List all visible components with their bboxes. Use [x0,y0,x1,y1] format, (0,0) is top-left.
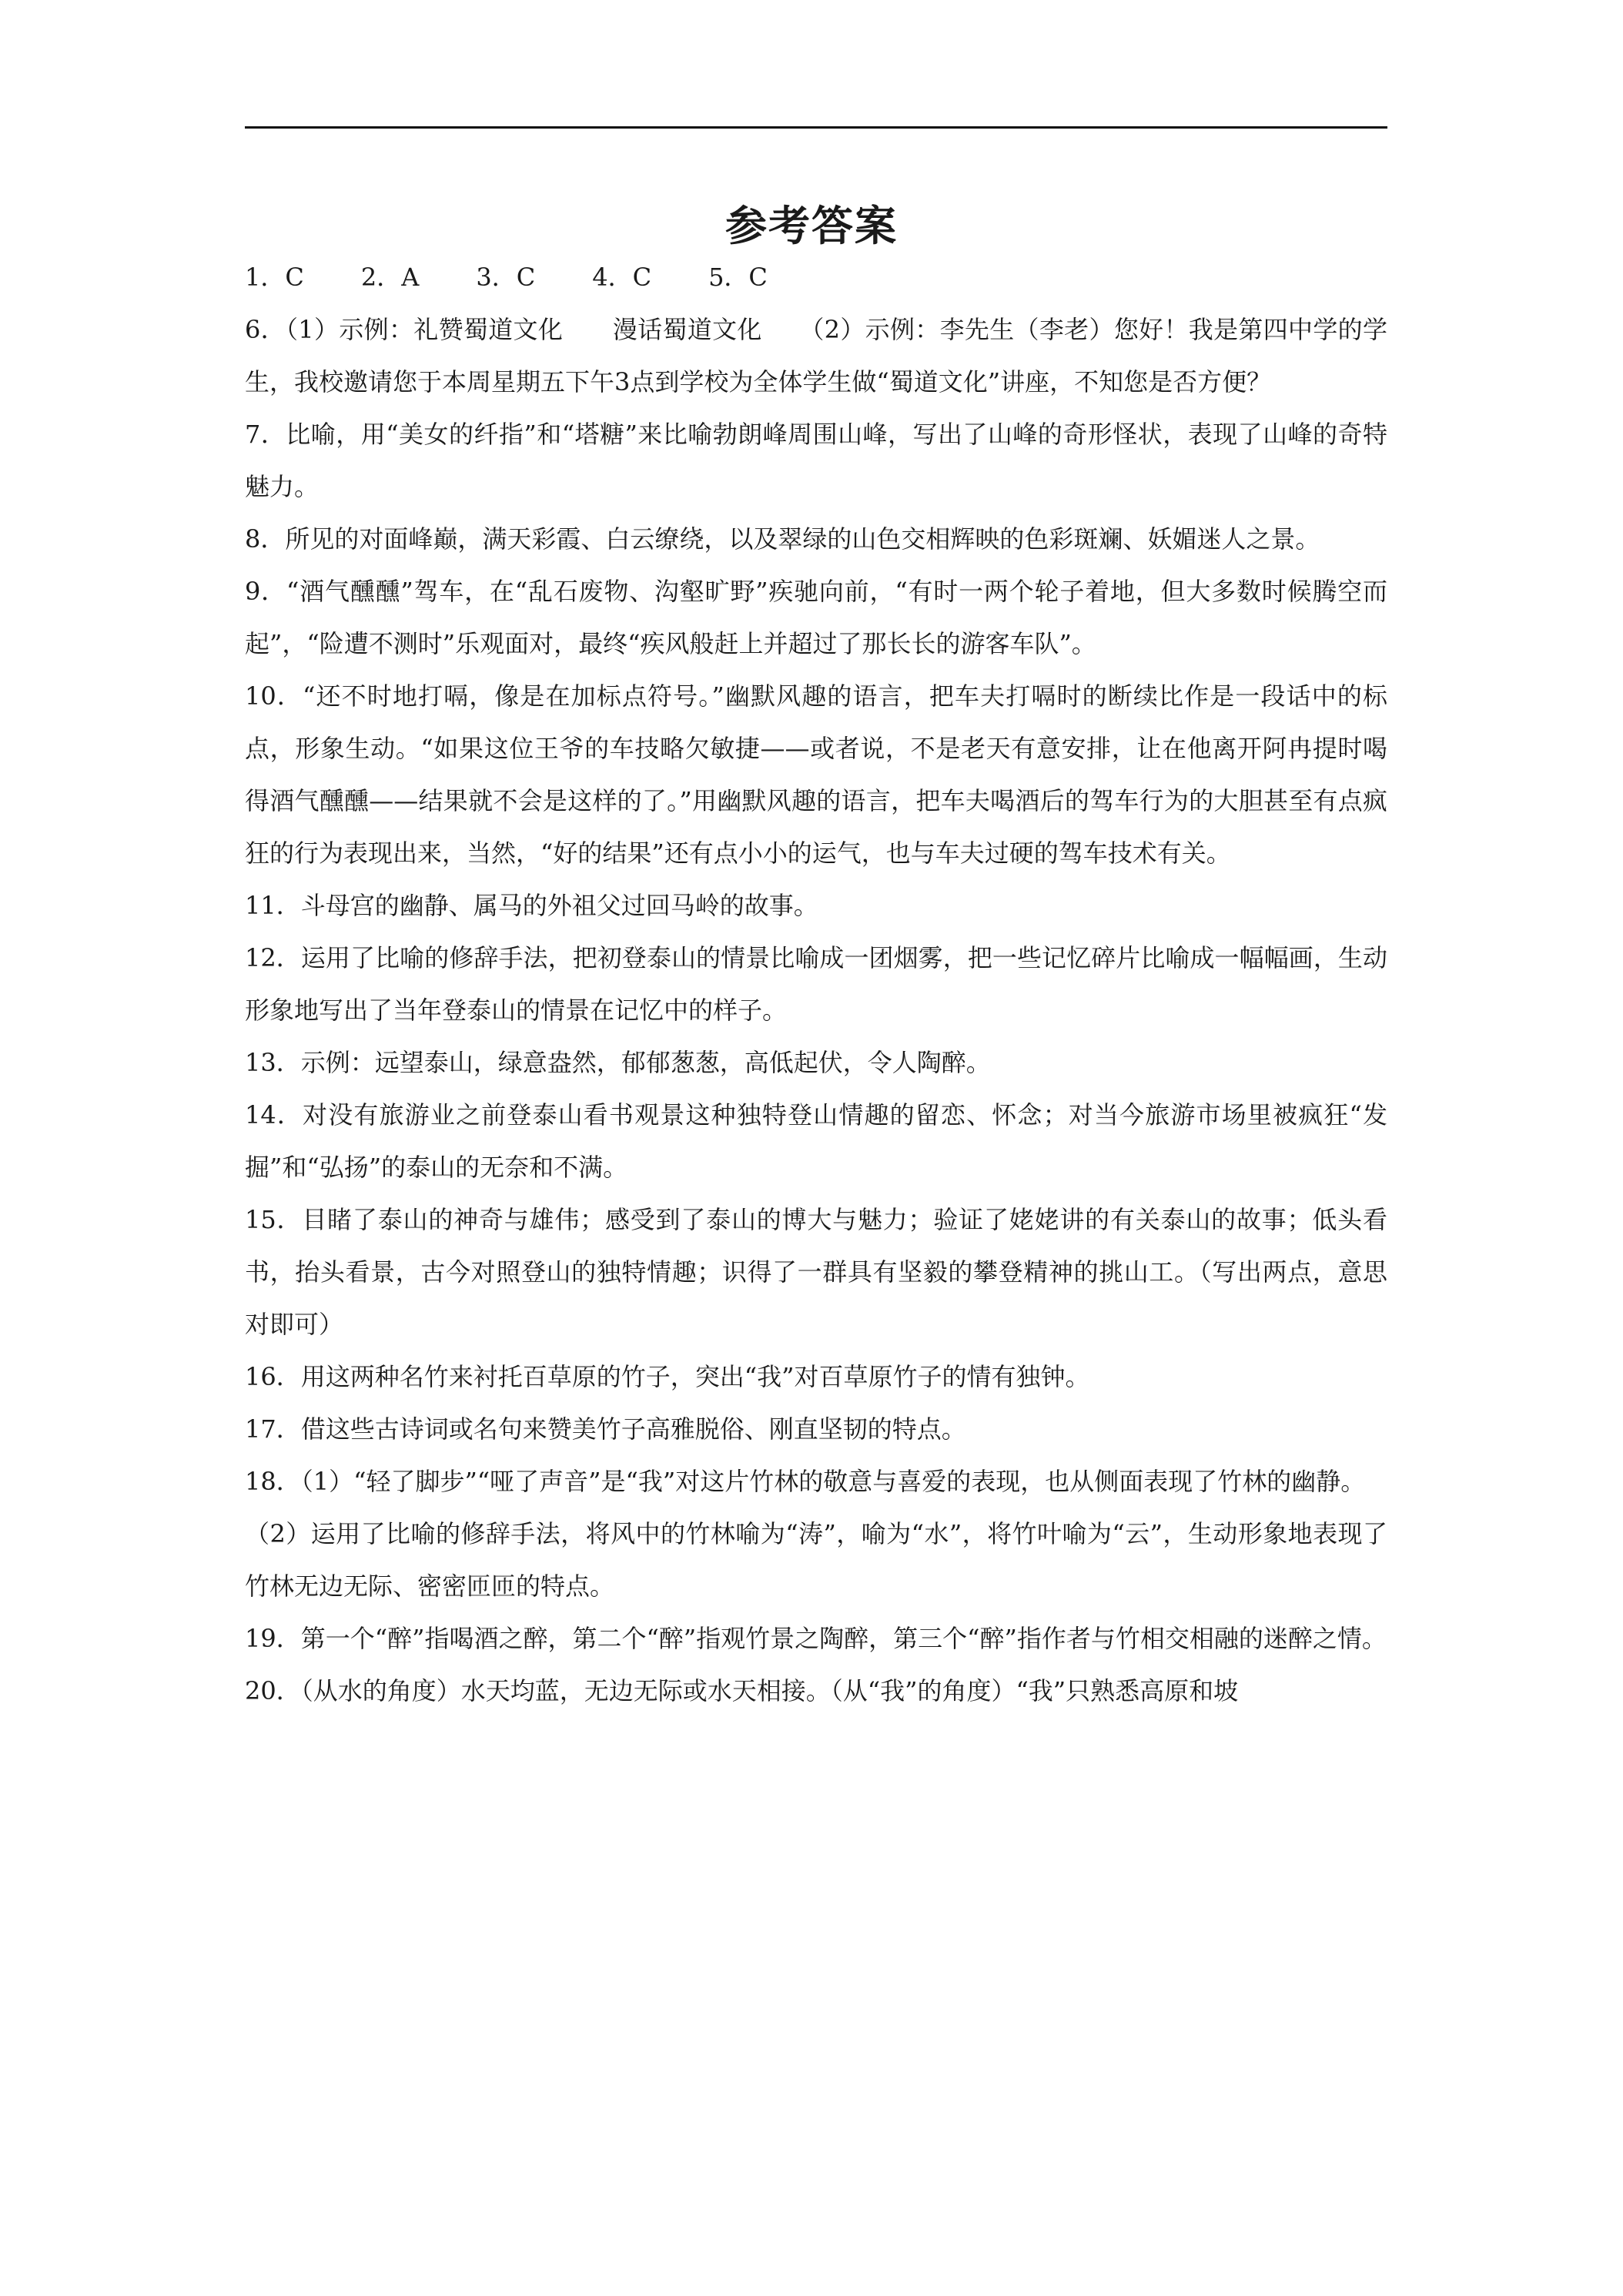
answer-18-part-2: （2）运用了比喻的修辞手法，将风中的竹林喻为“涛”，喻为“水”，将竹叶喻为“云”，生动形象地表现了竹林无边无际、密密匝匝的特点。 [245,1519,1387,1601]
multiple-choice-answers [245,251,1387,303]
answer-7: 7．比喻，用“美女的纤指”和“塔糖”来比喻勃朗峰周围山峰，写出了山峰的奇形怪状，表现了山峰的奇特魅力。 [245,420,1387,501]
answer-body [245,251,1387,1717]
answer-18-part-1: 18．（1）“轻了脚步”“哑了声音”是“我”对这片竹林的敬意与喜爱的表现，也从侧面表现了竹林的幽静。 [245,1467,1366,1496]
answer-20: 20．（从水的角度）水天均蓝，无边无际或水天相接。（从“我”的角度）“我”只熟悉高原和坡 [245,1676,1239,1705]
page-title: 参考答案 [725,202,898,250]
mc-answer-5: 5．C [708,263,768,292]
answer-14: 14．对没有旅游业之前登泰山看书观景这种独特登山情趣的留恋、怀念；对当今旅游市场里被疯狂“发掘”和“弘扬”的泰山的无奈和不满。 [245,1100,1387,1182]
header-rule [245,126,1387,129]
answer-9: 9．“酒气醺醺”驾车，在“乱石废物、沟壑旷野”疾驰向前，“有时一两个轮子着地，但大多数时候腾空而起”，“险遭不测时”乐观面对，最终“疾风般赶上并超过了那长长的游客车队”。 [245,577,1387,658]
answer-13: 13．示例：远望泰山，绿意盎然，郁郁葱葱，高低起伏，令人陶醉。 [245,1048,991,1077]
mc-answer-3: 3．C [476,263,536,292]
mc-answer-1: 1．C [245,263,304,292]
answer-19: 19．第一个“醉”指喝酒之醉，第二个“醉”指观竹景之陶醉，第三个“醉”指作者与竹相交相融的迷醉之情。 [245,1624,1387,1653]
answer-8: 8．所见的对面峰巅，满天彩霞、白云缭绕，以及翠绿的山色交相辉映的色彩斑斓、妖媚迷人之景。 [245,524,1320,554]
answer-15: 15．目睹了泰山的神奇与雄伟；感受到了泰山的博大与魅力；验证了姥姥讲的有关泰山的故事；低头看书，抬头看景，古今对照登山的独特情趣；识得了一群具有坚毅的攀登精神的挑山工。（写出两点，意思对即可） [245,1205,1387,1339]
mc-answer-4: 4．C [592,263,652,292]
answer-16: 16．用这两种名竹来衬托百草原的竹子，突出“我”对百草原竹子的情有独钟。 [245,1362,1090,1391]
answer-17: 17．借这些古诗词或名句来赞美竹子高雅脱俗、刚直坚韧的特点。 [245,1414,966,1444]
answer-10: 10．“还不时地打嗝，像是在加标点符号。”幽默风趣的语言，把车夫打嗝时的断续比作是一段话中的标点，形象生动。“如果这位王爷的车技略欠敏捷——或者说，不是老天有意安排，让在他离开阿冉提时喝得酒气醺醺——结果就不会是这样的了。”用幽默风趣的语言，把车夫喝酒后的驾车行为的大胆甚至有点疯狂的行为表现出来，当然，“好的结果”还有点小小的运气，也与车夫过硬的驾车技术有关。 [245,681,1387,868]
answer-12: 12．运用了比喻的修辞手法，把初登泰山的情景比喻成一团烟雾，把一些记忆碎片比喻成一幅幅画，生动形象地写出了当年登泰山的情景在记忆中的样子。 [245,943,1387,1025]
mc-answer-2: 2．A [360,263,420,292]
answer-11: 11．斗母宫的幽静、属马的外祖父过回马岭的故事。 [245,891,818,920]
answer-6: 6．（1）示例：礼赞蜀道文化 漫话蜀道文化 （2）示例：李先生（李老）您好！我是第四中学的学生，我校邀请您于本周星期五下午3点到学校为全体学生做“蜀道文化”讲座，不知您是否方便？ [245,315,1387,397]
